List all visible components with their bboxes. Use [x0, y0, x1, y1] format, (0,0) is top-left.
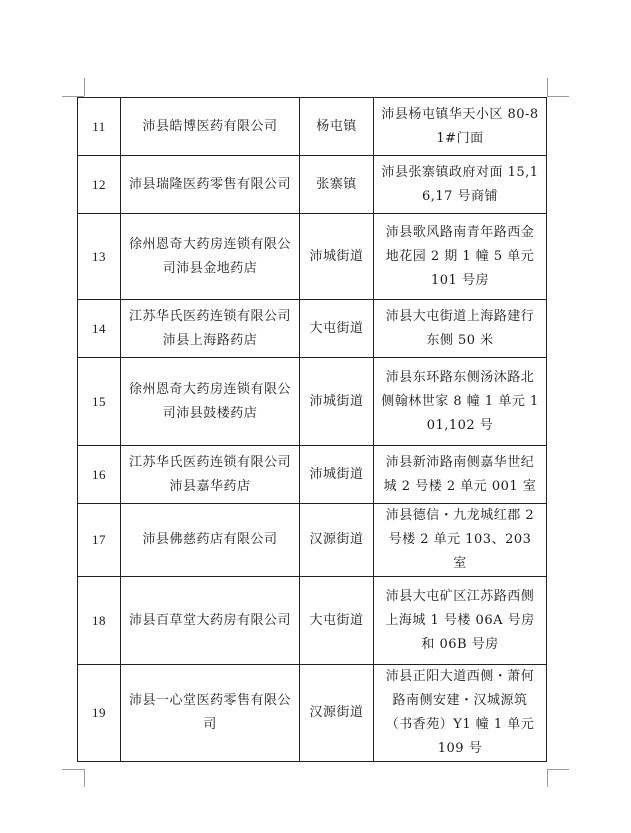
- town-name: 大屯街道: [300, 577, 374, 665]
- table-row: [78, 300, 547, 358]
- town-name: 汉源街道: [300, 504, 374, 577]
- pharmacy-table: [77, 97, 547, 762]
- company-name: 徐州恩奇大药房连锁有限公司沛县金地药店: [121, 214, 300, 300]
- address: 沛县大屯矿区江苏路西侧上海城 1 号楼 06A 号房和 06B 号房: [374, 577, 547, 665]
- table-row: [78, 98, 547, 156]
- town-name: 张寨镇: [300, 156, 374, 214]
- row-number: 14: [78, 300, 121, 358]
- row-number: 16: [78, 446, 121, 504]
- address: 沛县杨屯镇华天小区 80-81#门面: [374, 98, 547, 156]
- row-number: 11: [78, 98, 121, 156]
- crop-mark-bottom-left-h: [62, 769, 84, 770]
- company-name: 徐州恩奇大药房连锁有限公司沛县鼓楼药店: [121, 358, 300, 446]
- address: 沛县德信・九龙城红郡 2 号楼 2 单元 103、203 室: [374, 504, 547, 577]
- table-row: [78, 577, 547, 665]
- table-row: [78, 156, 547, 214]
- town-name: 杨屯镇: [300, 98, 374, 156]
- crop-mark-bottom-left-v: [84, 769, 85, 787]
- crop-mark-top-right-h: [547, 96, 569, 97]
- address: 沛县张寨镇政府对面 15,16,17 号商铺: [374, 156, 547, 214]
- company-name: 沛县百草堂大药房有限公司: [121, 577, 300, 665]
- company-name: 沛县皓博医药有限公司: [121, 98, 300, 156]
- crop-mark-top-right-v: [547, 78, 548, 96]
- row-number: 15: [78, 358, 121, 446]
- table-row: [78, 214, 547, 300]
- company-name: 江苏华氏医药连锁有限公司沛县上海路药店: [121, 300, 300, 358]
- crop-mark-bottom-right-h: [547, 769, 569, 770]
- address: 沛县新沛路南侧嘉华世纪城 2 号楼 2 单元 001 室: [374, 446, 547, 504]
- address: 沛县大屯街道上海路建行东侧 50 米: [374, 300, 547, 358]
- table-row: [78, 446, 547, 504]
- town-name: 沛城街道: [300, 214, 374, 300]
- crop-mark-top-left-v: [84, 78, 85, 96]
- town-name: 大屯街道: [300, 300, 374, 358]
- row-number: 12: [78, 156, 121, 214]
- row-number: 19: [78, 665, 121, 762]
- town-name: 汉源街道: [300, 665, 374, 762]
- address: 沛县东环路东侧汤沐路北侧翰林世家 8 幢 1 单元 101,102 号: [374, 358, 547, 446]
- company-name: 沛县瑞隆医药零售有限公司: [121, 156, 300, 214]
- row-number: 17: [78, 504, 121, 577]
- company-name: 江苏华氏医药连锁有限公司沛县嘉华药店: [121, 446, 300, 504]
- table-row: [78, 504, 547, 577]
- address: 沛县歌风路南青年路西金地花园 2 期 1 幢 5 单元 101 号房: [374, 214, 547, 300]
- company-name: 沛县一心堂医药零售有限公司: [121, 665, 300, 762]
- table-row: [78, 665, 547, 762]
- address: 沛县正阳大道西侧・萧何路南侧安建・汉城源筑（书香苑）Y1 幢 1 单元 109 号: [374, 665, 547, 762]
- table-row: [78, 358, 547, 446]
- crop-mark-bottom-right-v: [547, 769, 548, 787]
- town-name: 沛城街道: [300, 358, 374, 446]
- company-name: 沛县佛慈药店有限公司: [121, 504, 300, 577]
- row-number: 18: [78, 577, 121, 665]
- town-name: 沛城街道: [300, 446, 374, 504]
- row-number: 13: [78, 214, 121, 300]
